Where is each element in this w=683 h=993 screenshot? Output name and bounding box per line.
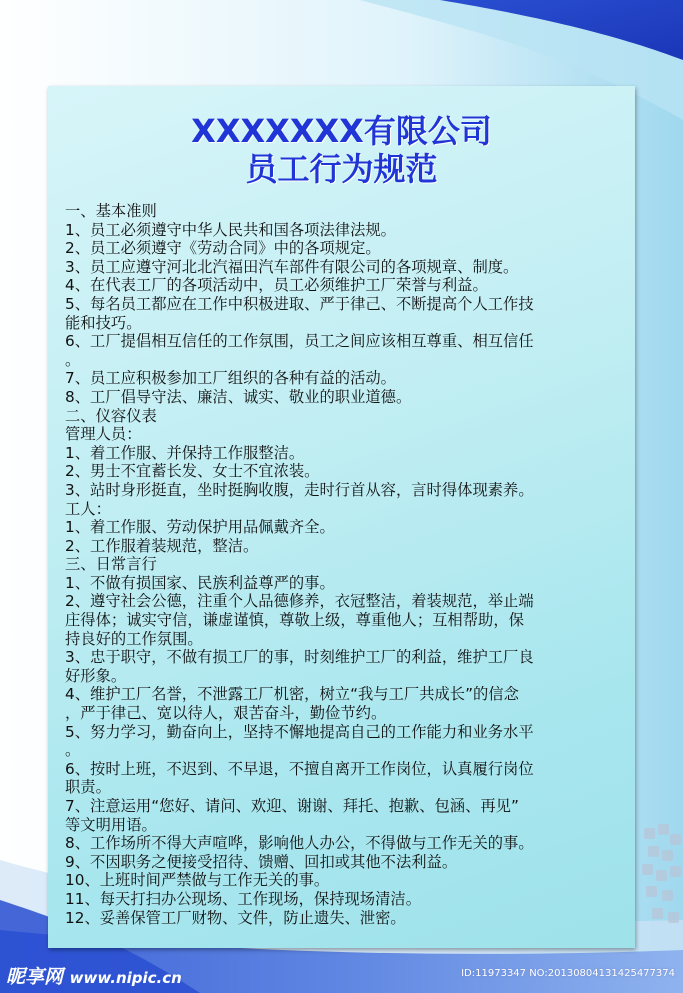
text-line: 庄得体；诚实守信，谦虚谨慎，尊敬上级，尊重他人；互相帮助，保 [65, 611, 524, 630]
text-line: 7、注意运用“您好、请问、欢迎、谢谢、拜托、抱歉、包涵、再见” [65, 797, 519, 815]
watermark-logo [6, 962, 182, 989]
text-line: 等文明用语。 [65, 815, 157, 834]
sub-heading: 管理人员： [65, 425, 142, 444]
text-line: 8、工作场所不得大声喧哗，影响他人办公，不得做与工作无关的事。 [65, 834, 534, 853]
watermark-logo-text: 昵享网 [6, 966, 64, 988]
text-line: 。 [65, 350, 81, 369]
text-line: 1、着工作服、并保持工作服整洁。 [65, 443, 305, 462]
text-line: 3、站时身形挺直，坐时挺胸收腹，走时行首从容，言时得体现素养。 [65, 480, 534, 499]
text-line: 6、工厂提倡相互信任的工作氛围，员工之间应该相互尊重、相互信任 [65, 332, 534, 351]
text-line: 1、不做有损国家、民族利益尊严的事。 [65, 573, 335, 592]
decorative-blocks-icon [640, 820, 683, 960]
text-line: 5、每名员工都应在工作中积极进取、严于律己、不断提高个人工作技 [65, 294, 534, 313]
company-title: XXXXXXX有限公司 [191, 112, 492, 150]
section-heading: 一、基本准则 [65, 202, 157, 220]
text-line: 2、遵守社会公德，注重个人品德修养，衣冠整洁，着装规范，举止端 [65, 592, 534, 611]
text-line: 12、妥善保管工厂财物、文件，防止遗失、泄密。 [65, 908, 406, 927]
text-line: 1、员工必须遵守中华人民共和国各项法律法规。 [65, 220, 396, 239]
text-line: 职责。 [65, 778, 111, 797]
watermark-id: ID:11973347 NO:20130804131425477374 [461, 968, 675, 979]
text-line: 2、员工必须遵守《劳动合同》中的各项规定。 [65, 239, 381, 258]
text-line: 4、维护工厂名誉，不泄露工厂机密，树立“我与工厂共成长”的信念 [65, 685, 519, 704]
text-line: 6、按时上班，不迟到、不早退，不擅自离开工作岗位，认真履行岗位 [65, 759, 534, 778]
sub-heading: 工人： [65, 499, 111, 518]
text-line: 好形象。 [65, 666, 127, 685]
watermark-site: www.nipic.cn [69, 969, 182, 987]
text-line: 4、在代表工厂的各项活动中，员工必须维护工厂荣誉与利益。 [65, 276, 488, 295]
text-line: 。 [65, 741, 81, 760]
text-line: 2、工作服着装规范，整洁。 [65, 536, 259, 555]
rules-body [65, 202, 625, 927]
text-line: 11、每天打扫办公现场、工作现场，保持现场清洁。 [65, 889, 421, 908]
text-line: 8、工厂倡导守法、廉洁、诚实、敬业的职业道德。 [65, 387, 412, 406]
section-heading: 二、仪容仪表 [65, 406, 157, 425]
text-line: 9、不因职务之便接受招待、馈赠、回扣或其他不法利益。 [65, 852, 458, 871]
text-line: ，严于律己、宽以待人，艰苦奋斗，勤俭节约。 [65, 704, 387, 723]
document-title: 员工行为规范 [245, 150, 438, 188]
text-line: 能和技巧。 [65, 313, 142, 332]
notice-board [48, 86, 635, 948]
text-line: 7、员工应积极参加工厂组织的各种有益的活动。 [65, 369, 396, 388]
text-line: 2、男士不宜蓄长发、女士不宜浓装。 [65, 462, 320, 481]
section-heading: 三、日常言行 [65, 555, 157, 574]
text-line: 10、上班时间严禁做与工作无关的事。 [65, 871, 330, 890]
text-line: 3、忠于职守，不做有损工厂的事，时刻维护工厂的利益，维护工厂良 [65, 648, 534, 667]
text-line: 1、着工作服、劳动保护用品佩戴齐全。 [65, 518, 335, 537]
text-line: 3、员工应遵守河北北汽福田汽车部件有限公司的各项规章、制度。 [65, 257, 519, 276]
text-line: 5、努力学习，勤奋向上，坚持不懈地提高自己的工作能力和业务水平 [65, 722, 534, 741]
text-line: 持良好的工作氛围。 [65, 629, 203, 648]
